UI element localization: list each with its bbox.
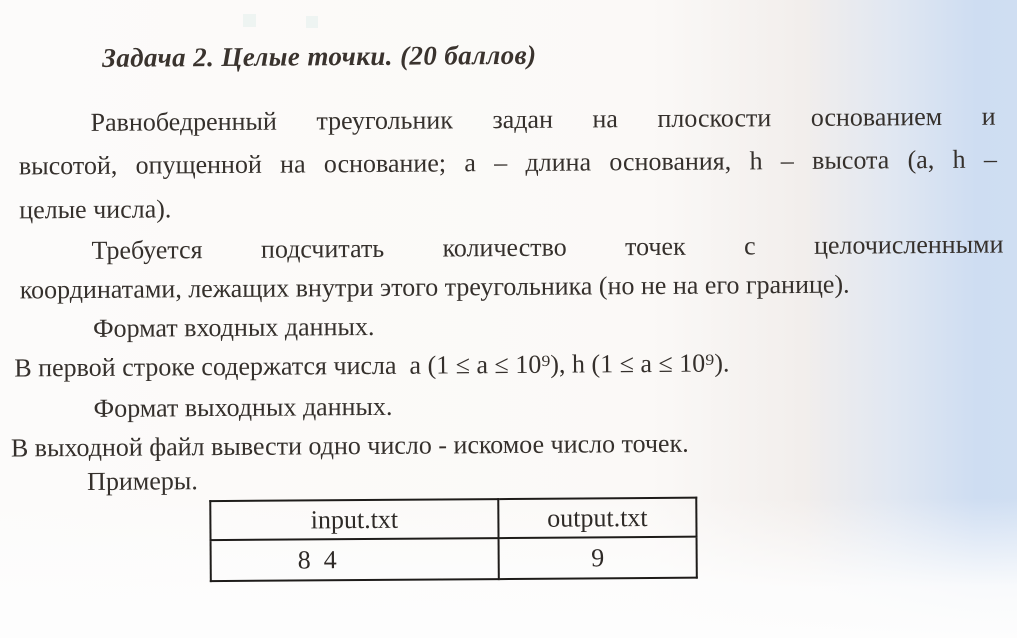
output-format-text: В выходной файл вывести одно число - искомое число точек. [10, 428, 689, 463]
input-format-text: В первой строке содержатся числа a (1 ≤ a ≤ 10⁹), h (1 ≤ a ≤ 10⁹). [14, 348, 730, 383]
examples-heading: Примеры. [87, 466, 198, 496]
examples-data-row [211, 537, 697, 581]
example-output-value: 9 [499, 537, 697, 579]
task-title: Задача 2. Целые точки. (20 баллов) [102, 39, 537, 73]
text-line: высотой, опущенной на основание; a – длина основания, h – высота (a, h – [18, 144, 997, 181]
example-input-value: 8 4 [211, 538, 499, 581]
text-line: целые числа). [19, 194, 172, 225]
examples-col-output: output.txt [498, 498, 696, 538]
examples-col-input: input.txt [210, 499, 498, 540]
text-line: Требуется подсчитать количество точек с целочисленными [91, 229, 1004, 265]
text-line: координатами, лежащих внутри этого треугольника (но не на его границе). [19, 269, 850, 305]
text-line: Равнобедренный треугольник задан на плоскости основанием и [90, 101, 996, 137]
output-format-heading: Формат выходных данных. [93, 391, 393, 423]
input-format-heading: Формат входных данных. [92, 311, 375, 343]
examples-header-row [210, 498, 696, 540]
examples-table [209, 497, 698, 582]
